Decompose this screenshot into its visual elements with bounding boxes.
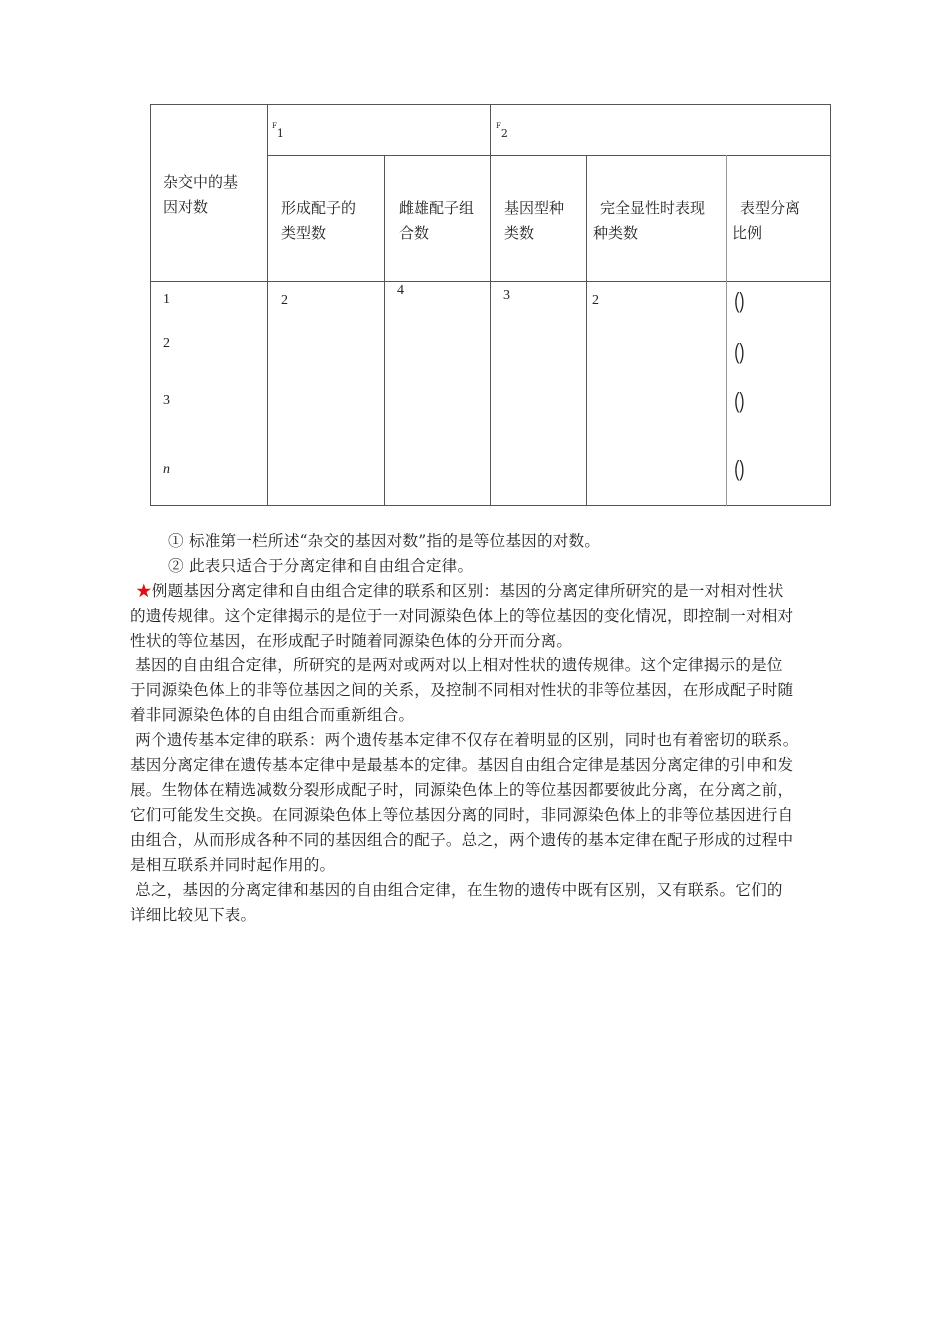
note-2: ② 此表只适合于分离定律和自由组合定律。	[168, 557, 474, 575]
paragraph-line: 基因的自由组合定律，所研究的是两对或两对以上相对性状的遗传规律。这个定律揭示的是位	[130, 656, 783, 674]
paragraph-line: 详细比较见下表。	[130, 906, 257, 924]
table-border	[267, 155, 831, 156]
paragraph-line: ★例题基因分离定律和自由组合定律的联系和区别：基因的分离定律所研究的是一对相对性状	[136, 582, 784, 600]
header-f2: $^F$2	[496, 122, 508, 140]
ratio-blank: ()	[734, 388, 745, 413]
table-border	[830, 104, 831, 506]
table-border	[490, 104, 491, 506]
row-label: 3	[163, 393, 170, 408]
header-genotype-count: 基因型种 类数	[504, 199, 565, 242]
paragraph-line: 展。生物体在精选减数分裂形成配子时，同源染色体上的等位基因都要彼此分离，在分离之前，	[130, 781, 794, 799]
cell-value: 2	[281, 293, 288, 308]
header-gene-pairs: 杂交中的基 因对数	[163, 173, 239, 216]
ratio-blank: ()	[734, 288, 745, 313]
note-1: ① 标准第一栏所述“杂交的基因对数”指的是等位基因的对数。	[168, 532, 601, 550]
row-label: n	[163, 462, 170, 477]
paragraph-line: 总之，基因的分离定律和基因的自由组合定律，在生物的遗传中既有区别，又有联系。它们的	[130, 881, 783, 899]
cell-value: 2	[592, 293, 599, 308]
header-gamete-types: 形成配子的 类型数	[281, 199, 357, 242]
row-label: 2	[163, 336, 170, 351]
cell-value: 4	[397, 283, 404, 298]
ratio-blank: ()	[734, 339, 745, 364]
table-border	[586, 155, 587, 506]
header-f1: $^F$1	[272, 122, 284, 140]
paragraph-line: 的遗传规律。这个定律揭示的是位于一对同源染色体上的等位基因的变化情况，即控制一对相对	[130, 607, 794, 625]
header-phenotype-ratio: 表型分离 比例	[732, 199, 801, 242]
table-border	[384, 155, 385, 506]
paragraph-line: 两个遗传基本定律的联系：两个遗传基本定律不仅存在着明显的区别，同时也有着密切的联系。	[130, 731, 799, 749]
paragraph-line: 性状的等位基因，在形成配子时随着同源染色体的分开而分离。	[130, 632, 573, 650]
star-icon: ★	[136, 582, 152, 600]
paragraph-line: 基因分离定律在遗传基本定律中是最基本的定律。基因自由组合定律是基因分离定律的引申和发	[130, 756, 794, 774]
table-border	[150, 104, 151, 506]
table-border	[726, 155, 727, 506]
header-gamete-combinations: 雌雄配子组 合数	[399, 199, 475, 242]
ratio-blank: ()	[734, 456, 745, 481]
cell-value: 3	[503, 288, 510, 303]
paragraph-line: 着非同源染色体的自由组合而重新组合。	[130, 706, 415, 724]
paragraph-line: 于同源染色体上的非等位基因之间的关系，及控制不同相对性状的非等位基因，在形成配子时随	[130, 681, 794, 699]
paragraph-line: 由组合，从而形成各种不同的基因组合的配子。总之，两个遗传的基本定律在配子形成的过程中	[130, 831, 794, 849]
paragraph-line: 是相互联系并同时起作用的。	[130, 856, 336, 874]
row-label: 1	[163, 292, 170, 307]
header-phenotype-count: 完全显性时表现 种类数	[593, 199, 706, 242]
table-border	[267, 104, 268, 506]
paragraph-line: 它们可能发生交换。在同源染色体上等位基因分离的同时，非同源染色体上的非等位基因进行自	[130, 806, 794, 824]
